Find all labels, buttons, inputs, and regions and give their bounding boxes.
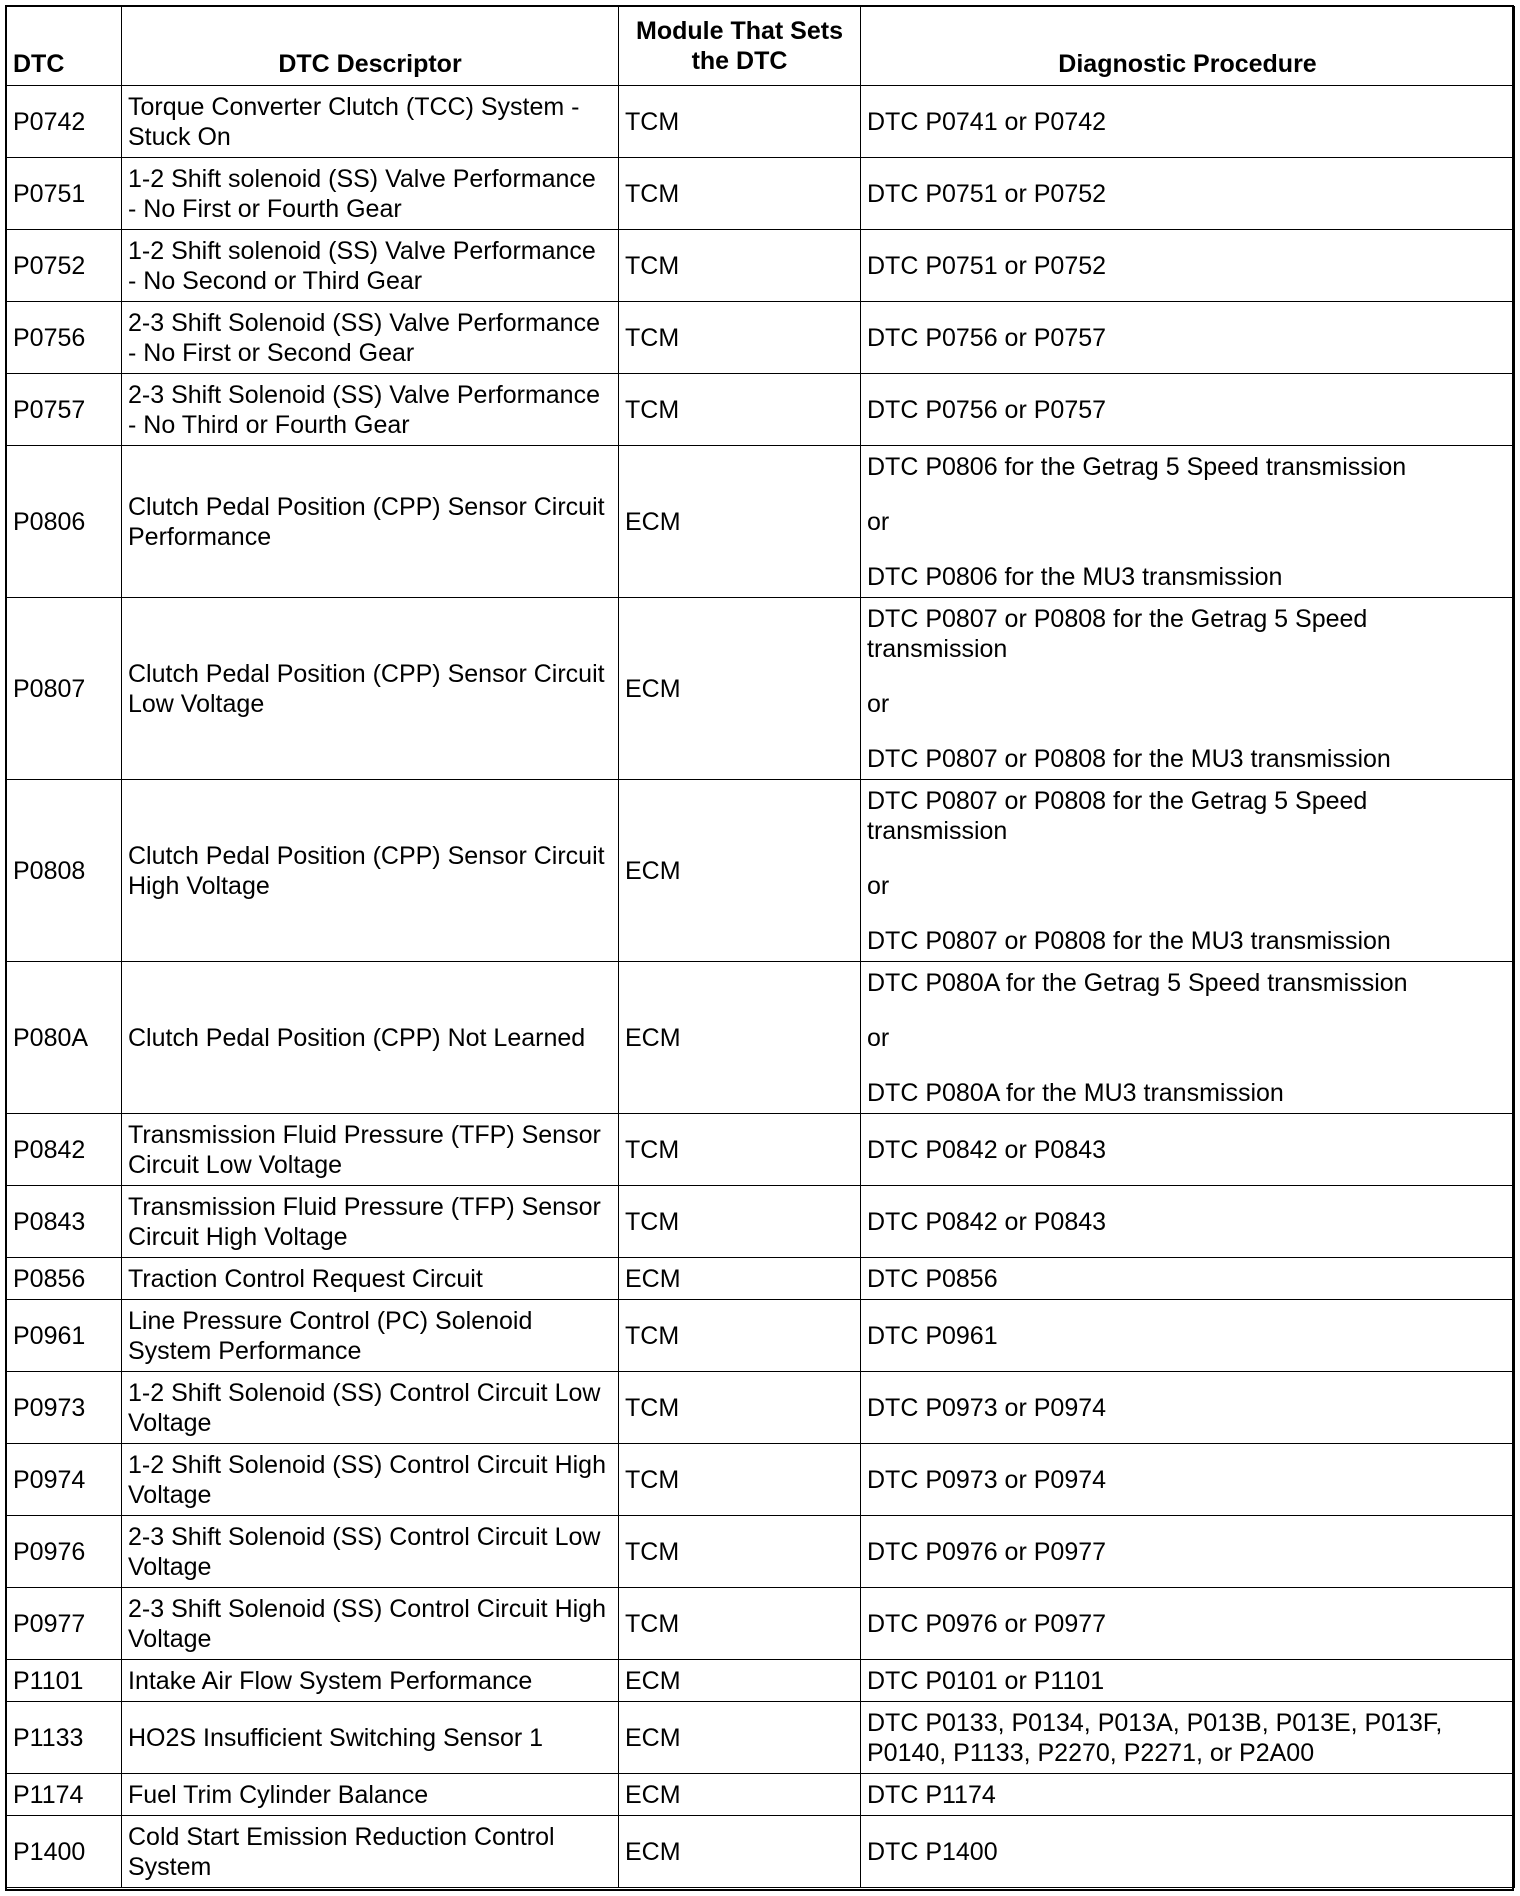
cell-dtc: P1101 [7, 1660, 122, 1702]
table-row [7, 446, 1515, 598]
cell-dtc: P0742 [7, 86, 122, 158]
header-module-line: Module That Sets [636, 17, 843, 45]
cell-dtc: P080A [7, 962, 122, 1114]
procedure-line: DTC P1174 [867, 1780, 996, 1809]
procedure-line: DTC P1400 [867, 1837, 998, 1866]
descriptor-line: 2-3 Shift Solenoid (SS) Control Circuit High [128, 1594, 606, 1623]
cell-diagnostic-procedure [861, 158, 1515, 230]
cell-diagnostic-procedure [861, 374, 1515, 446]
cell-diagnostic-procedure [861, 1816, 1515, 1888]
descriptor-line: - No Second or Third Gear [128, 266, 423, 295]
descriptor-line: 1-2 Shift Solenoid (SS) Control Circuit High [128, 1450, 606, 1479]
descriptor-line: Low Voltage [128, 689, 265, 718]
table-row [7, 1588, 1515, 1660]
table-row [7, 780, 1515, 962]
cell-dtc: P0757 [7, 374, 122, 446]
header-module [619, 7, 861, 86]
cell-module: TCM [619, 1372, 861, 1444]
procedure-line: P0140, P1133, P2270, P2271, or P2A00 [867, 1738, 1315, 1767]
descriptor-line: Clutch Pedal Position (CPP) Sensor Circuit [128, 659, 605, 688]
descriptor-line: Transmission Fluid Pressure (TFP) Sensor [128, 1120, 601, 1149]
cell-dtc-descriptor [122, 1660, 619, 1702]
cell-dtc-descriptor [122, 1114, 619, 1186]
descriptor-line: Transmission Fluid Pressure (TFP) Sensor [128, 1192, 601, 1221]
procedure-line: DTC P0756 or P0757 [867, 323, 1107, 352]
header-dtc: DTC [7, 7, 122, 86]
procedure-line: or [867, 507, 890, 536]
cell-dtc: P0856 [7, 1258, 122, 1300]
cell-module: TCM [619, 1516, 861, 1588]
table-row [7, 302, 1515, 374]
cell-dtc-descriptor [122, 1702, 619, 1774]
table-row [7, 598, 1515, 780]
descriptor-line: Voltage [128, 1408, 212, 1437]
procedure-line: DTC P0807 or P0808 for the MU3 transmission [867, 926, 1391, 955]
descriptor-line: 2-3 Shift Solenoid (SS) Valve Performance [128, 380, 600, 409]
cell-dtc: P0961 [7, 1300, 122, 1372]
cell-diagnostic-procedure [861, 1774, 1515, 1816]
cell-diagnostic-procedure [861, 446, 1515, 598]
cell-dtc-descriptor [122, 446, 619, 598]
cell-dtc-descriptor [122, 780, 619, 962]
descriptor-line: Voltage [128, 1552, 212, 1581]
procedure-line: or [867, 871, 890, 900]
cell-diagnostic-procedure [861, 598, 1515, 780]
cell-module: TCM [619, 1186, 861, 1258]
procedure-line: DTC P0807 or P0808 for the Getrag 5 Speed transmission [867, 604, 1368, 663]
descriptor-line: 1-2 Shift solenoid (SS) Valve Performance [128, 164, 596, 193]
descriptor-line: - No First or Fourth Gear [128, 194, 402, 223]
descriptor-line: System Performance [128, 1336, 362, 1365]
cell-dtc: P0807 [7, 598, 122, 780]
cell-dtc-descriptor [122, 1816, 619, 1888]
header-diagnostic-procedure: Diagnostic Procedure [861, 7, 1515, 86]
cell-module: ECM [619, 780, 861, 962]
cell-dtc: P0752 [7, 230, 122, 302]
cell-module: TCM [619, 374, 861, 446]
cell-dtc: P1400 [7, 1816, 122, 1888]
cell-diagnostic-procedure [861, 1114, 1515, 1186]
cell-dtc: P0976 [7, 1516, 122, 1588]
procedure-line: DTC P0973 or P0974 [867, 1465, 1107, 1494]
procedure-line: or [867, 689, 890, 718]
cell-dtc: P0751 [7, 158, 122, 230]
cell-module: ECM [619, 598, 861, 780]
cell-module: ECM [619, 1774, 861, 1816]
cell-dtc-descriptor [122, 1444, 619, 1516]
table-row [7, 1372, 1515, 1444]
cell-dtc: P0806 [7, 446, 122, 598]
descriptor-line: High Voltage [128, 871, 270, 900]
cell-diagnostic-procedure [861, 1702, 1515, 1774]
cell-diagnostic-procedure [861, 1660, 1515, 1702]
table-row [7, 962, 1515, 1114]
descriptor-line: 2-3 Shift Solenoid (SS) Control Circuit Low [128, 1522, 601, 1551]
procedure-line: DTC P0133, P0134, P013A, P013B, P013E, P013F, [867, 1708, 1443, 1737]
procedure-line: DTC P0976 or P0977 [867, 1609, 1107, 1638]
table-row [7, 86, 1515, 158]
table-body [7, 86, 1515, 1888]
descriptor-line: Clutch Pedal Position (CPP) Not Learned [128, 1023, 586, 1052]
cell-dtc-descriptor [122, 230, 619, 302]
cell-dtc-descriptor [122, 1774, 619, 1816]
cell-module: TCM [619, 302, 861, 374]
cell-diagnostic-procedure [861, 1444, 1515, 1516]
header-module-line: the DTC [691, 47, 788, 75]
table-row [7, 1516, 1515, 1588]
procedure-line: DTC P080A for the MU3 transmission [867, 1078, 1284, 1107]
descriptor-line: System [128, 1852, 212, 1881]
procedure-line: DTC P0806 for the MU3 transmission [867, 562, 1283, 591]
cell-dtc-descriptor [122, 374, 619, 446]
cell-diagnostic-procedure [861, 780, 1515, 962]
cell-diagnostic-procedure [861, 86, 1515, 158]
procedure-line: DTC P0842 or P0843 [867, 1135, 1107, 1164]
descriptor-line: HO2S Insufficient Switching Sensor 1 [128, 1723, 544, 1752]
cell-dtc-descriptor [122, 1258, 619, 1300]
descriptor-line: Torque Converter Clutch (TCC) System - [128, 92, 580, 121]
cell-dtc: P0843 [7, 1186, 122, 1258]
cell-module: ECM [619, 1702, 861, 1774]
descriptor-line: - No Third or Fourth Gear [128, 410, 410, 439]
procedure-line: DTC P0961 [867, 1321, 998, 1350]
procedure-line: DTC P0807 or P0808 for the Getrag 5 Speed transmission [867, 786, 1368, 845]
table-row [7, 1114, 1515, 1186]
procedure-line: DTC P0101 or P1101 [867, 1666, 1105, 1695]
procedure-line: DTC P0751 or P0752 [867, 251, 1107, 280]
descriptor-line: 2-3 Shift Solenoid (SS) Valve Performance [128, 308, 600, 337]
cell-diagnostic-procedure [861, 1516, 1515, 1588]
cell-diagnostic-procedure [861, 1588, 1515, 1660]
descriptor-line: Clutch Pedal Position (CPP) Sensor Circuit [128, 841, 605, 870]
cell-module: ECM [619, 1258, 861, 1300]
procedure-line: DTC P0842 or P0843 [867, 1207, 1107, 1236]
cell-dtc-descriptor [122, 1186, 619, 1258]
cell-dtc: P0842 [7, 1114, 122, 1186]
descriptor-line: Performance [128, 522, 272, 551]
cell-diagnostic-procedure [861, 1258, 1515, 1300]
table-row [7, 1300, 1515, 1372]
table-row [7, 1816, 1515, 1888]
cell-dtc-descriptor [122, 962, 619, 1114]
cell-dtc-descriptor [122, 1372, 619, 1444]
table-row [7, 1660, 1515, 1702]
cell-diagnostic-procedure [861, 962, 1515, 1114]
table-row [7, 1774, 1515, 1816]
dtc-table [6, 6, 1515, 1888]
descriptor-line: Stuck On [128, 122, 231, 151]
cell-diagnostic-procedure [861, 1300, 1515, 1372]
header-dtc-descriptor: DTC Descriptor [122, 7, 619, 86]
table-row [7, 1702, 1515, 1774]
cell-dtc-descriptor [122, 86, 619, 158]
cell-module: ECM [619, 1816, 861, 1888]
table-row [7, 1258, 1515, 1300]
procedure-line: DTC P0751 or P0752 [867, 179, 1107, 208]
procedure-line: DTC P0856 [867, 1264, 998, 1293]
procedure-line: DTC P0973 or P0974 [867, 1393, 1107, 1422]
cell-module: ECM [619, 1660, 861, 1702]
cell-module: ECM [619, 962, 861, 1114]
cell-module: ECM [619, 446, 861, 598]
cell-module: TCM [619, 86, 861, 158]
procedure-line: DTC P0741 or P0742 [867, 107, 1107, 136]
descriptor-line: - No First or Second Gear [128, 338, 415, 367]
cell-module: TCM [619, 230, 861, 302]
descriptor-line: Circuit Low Voltage [128, 1150, 343, 1179]
cell-module: TCM [619, 1300, 861, 1372]
table-row [7, 1444, 1515, 1516]
cell-dtc: P0756 [7, 302, 122, 374]
cell-dtc-descriptor [122, 158, 619, 230]
descriptor-line: Line Pressure Control (PC) Solenoid [128, 1306, 533, 1335]
cell-dtc-descriptor [122, 1516, 619, 1588]
descriptor-line: Voltage [128, 1480, 212, 1509]
cell-diagnostic-procedure [861, 1186, 1515, 1258]
descriptor-line: Intake Air Flow System Performance [128, 1666, 533, 1695]
cell-dtc: P1133 [7, 1702, 122, 1774]
table-row [7, 1186, 1515, 1258]
descriptor-line: 1-2 Shift solenoid (SS) Valve Performance [128, 236, 596, 265]
cell-dtc: P0977 [7, 1588, 122, 1660]
procedure-line: DTC P0756 or P0757 [867, 395, 1107, 424]
procedure-line: DTC P0806 for the Getrag 5 Speed transmission [867, 452, 1407, 481]
cell-dtc: P1174 [7, 1774, 122, 1816]
table-row [7, 374, 1515, 446]
cell-dtc-descriptor [122, 1300, 619, 1372]
descriptor-line: Fuel Trim Cylinder Balance [128, 1780, 429, 1809]
descriptor-line: Clutch Pedal Position (CPP) Sensor Circuit [128, 492, 605, 521]
cell-diagnostic-procedure [861, 230, 1515, 302]
procedure-line: or [867, 1023, 890, 1052]
cell-dtc: P0808 [7, 780, 122, 962]
descriptor-line: Voltage [128, 1624, 212, 1653]
cell-dtc-descriptor [122, 598, 619, 780]
cell-module: TCM [619, 1444, 861, 1516]
cell-module: TCM [619, 158, 861, 230]
cell-dtc-descriptor [122, 302, 619, 374]
cell-module: TCM [619, 1114, 861, 1186]
table-header-row [7, 7, 1515, 86]
cell-diagnostic-procedure [861, 1372, 1515, 1444]
cell-dtc: P0974 [7, 1444, 122, 1516]
descriptor-line: 1-2 Shift Solenoid (SS) Control Circuit Low [128, 1378, 601, 1407]
cell-dtc-descriptor [122, 1588, 619, 1660]
procedure-line: DTC P080A for the Getrag 5 Speed transmission [867, 968, 1408, 997]
table-row [7, 230, 1515, 302]
table-row [7, 158, 1515, 230]
descriptor-line: Traction Control Request Circuit [128, 1264, 483, 1293]
procedure-line: DTC P0807 or P0808 for the MU3 transmission [867, 744, 1391, 773]
procedure-line: DTC P0976 or P0977 [867, 1537, 1107, 1566]
descriptor-line: Cold Start Emission Reduction Control [128, 1822, 555, 1851]
descriptor-line: Circuit High Voltage [128, 1222, 348, 1251]
cell-module: TCM [619, 1588, 861, 1660]
cell-dtc: P0973 [7, 1372, 122, 1444]
cell-diagnostic-procedure [861, 302, 1515, 374]
